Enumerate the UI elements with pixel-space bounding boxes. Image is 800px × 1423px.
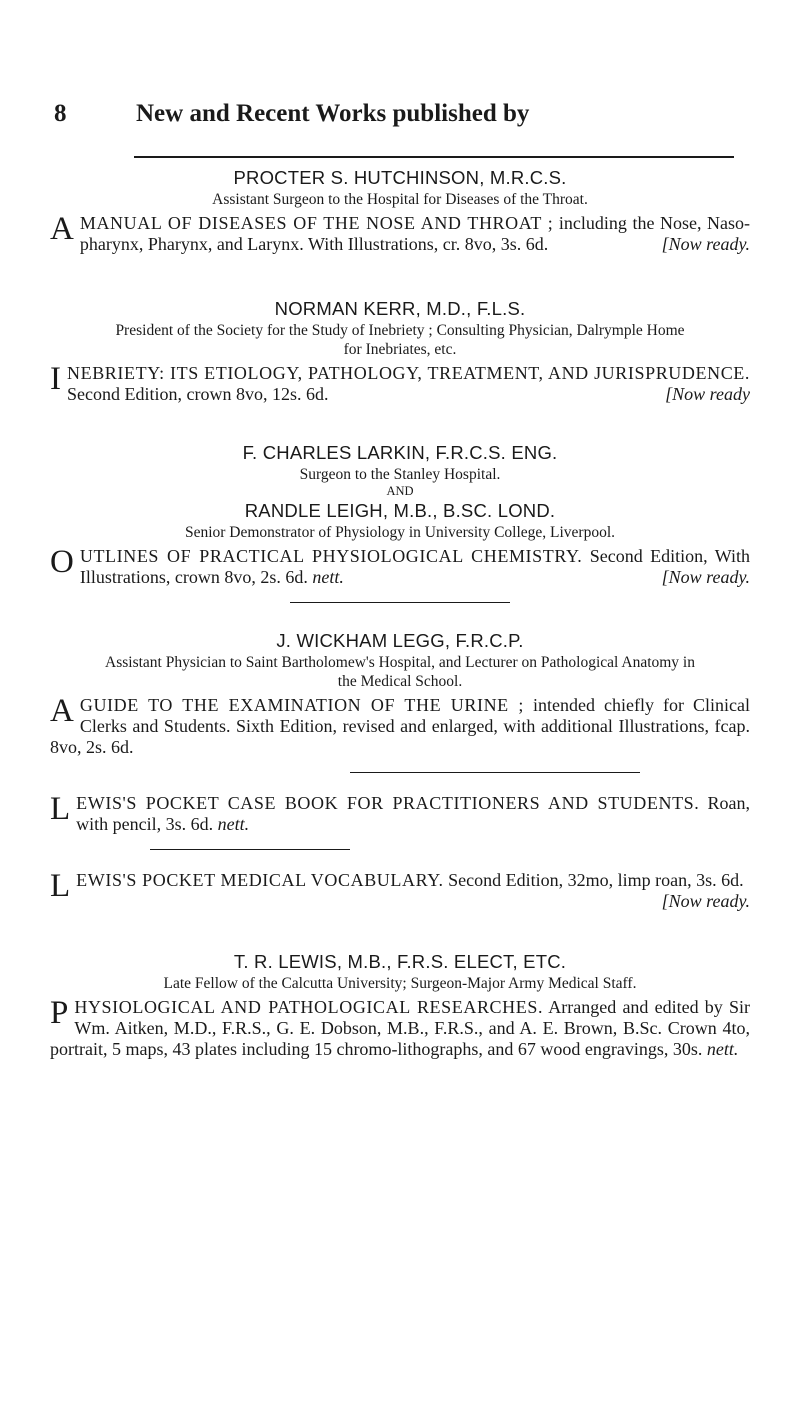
author-description: President of the Society for the Study of Inebriety ; Consulting Physician, Dalrymple Home for Inebriates, etc. (115, 322, 685, 358)
availability-status: [Now ready. (661, 567, 750, 587)
book-entry-physiological-researches (50, 950, 750, 1060)
page-number: 8 (54, 100, 67, 127)
book-description (50, 997, 750, 1060)
book-details: Second Edition, 32mo, limp roan, 3s. 6d. (443, 870, 744, 890)
book-description (50, 793, 750, 835)
book-title: EWIS'S POCKET MEDICAL VOCABULARY. (76, 870, 444, 890)
book-description (50, 868, 750, 911)
book-description (50, 546, 750, 588)
catalogue-listing (50, 166, 750, 1060)
book-entry-urine-guide (50, 629, 750, 773)
book-title: EWIS'S POCKET CASE BOOK FOR PRACTITIONERS AND STUDENTS. (76, 793, 700, 813)
book-details: Second Edition, With Illustrations, crown 8vo, 2s. 6d. (79, 546, 750, 587)
book-description (50, 363, 750, 405)
running-title: New and Recent Works published by (136, 100, 530, 127)
drop-cap: O (50, 544, 74, 580)
drop-cap: P (50, 995, 69, 1031)
author-name: J. WICKHAM LEGG, F.R.C.P. (276, 630, 524, 651)
book-details: intended chiefly for Clinical Clerks and Students. Sixth Edition, revised and enlarged, with additional Illustrations, fcap. 8vo, 2s. 6d. (50, 695, 750, 757)
drop-cap: L (50, 791, 71, 827)
conjunction: AND (386, 484, 414, 498)
author-description: Surgeon to the Stanley Hospital. (299, 466, 501, 483)
section-rule (350, 772, 640, 773)
co-author-description: Senior Demonstrator of Physiology in University College, Liverpool. (184, 524, 616, 541)
book-description (50, 695, 750, 758)
book-description (50, 213, 750, 255)
book-entry-physiological-chemistry (50, 441, 750, 603)
author-description: Assistant Physician to Saint Bartholomew's Hospital, and Lecturer on Pathological Anatomy in the Medical School. (105, 654, 695, 690)
nett-note: nett. (706, 1039, 739, 1059)
author-description: Late Fellow of the Calcutta University; Surgeon-Major Army Medical Staff. (163, 975, 637, 992)
book-title: MANUAL OF DISEASES OF THE NOSE AND THROAT ; (79, 213, 554, 233)
book-entry-medical-vocabulary (50, 870, 750, 912)
book-entry-nose-throat (50, 166, 750, 255)
section-rule (290, 602, 510, 603)
drop-cap: A (50, 693, 74, 729)
author-name: PROCTER S. HUTCHINSON, M.R.C.S. (233, 167, 567, 188)
book-title: UTLINES OF PRACTICAL PHYSIOLOGICAL CHEMISTRY. (79, 546, 583, 566)
book-entry-inebriety (50, 297, 750, 405)
book-details: Arranged and edited by Sir Wm. Aitken, M.D., F.R.S., G. E. Dobson, M.B., F.R.S., and A. E. Brown, B.Sc. Crown 4to, portrait, 5 maps, 43 plates including 15 chromo-lithographs, and 67 wood engravings, 30s. (50, 997, 751, 1059)
drop-cap: A (50, 211, 74, 247)
book-entry-pocket-case-book (50, 793, 750, 850)
co-author-name: RANDLE LEIGH, M.B., B.SC. LOND. (244, 500, 556, 521)
book-details: Second Edition, crown 8vo, 12s. 6d. (67, 384, 329, 404)
section-rule (150, 849, 350, 850)
header-rule (134, 156, 734, 158)
book-details: Roan, with pencil, 3s. 6d. (76, 793, 750, 834)
author-description: Assistant Surgeon to the Hospital for Diseases of the Throat. (212, 191, 588, 208)
running-header (50, 100, 750, 128)
author-name: F. CHARLES LARKIN, F.R.C.S. ENG. (242, 442, 558, 463)
availability-status: [Now ready (665, 384, 750, 404)
nett-note: nett. (217, 814, 250, 834)
drop-cap: L (50, 868, 71, 904)
book-details: including the Nose, Naso-pharynx, Pharynx, and Larynx. With Illustrations, cr. 8vo, 3s. 6d. (79, 213, 751, 254)
availability-status: [Now ready. (661, 891, 750, 911)
book-title: NEBRIETY: ITS ETIOLOGY, PATHOLOGY, TREATMENT, AND JURISPRUDENCE. (67, 363, 750, 383)
availability-status: [Now ready. (661, 234, 750, 254)
author-name: NORMAN KERR, M.D., F.L.S. (274, 298, 526, 319)
book-title: HYSIOLOGICAL AND PATHOLOGICAL RESEARCHES. (74, 997, 544, 1017)
author-name: T. R. LEWIS, M.B., F.R.S. ELECT, ETC. (233, 951, 567, 972)
book-title: GUIDE TO THE EXAMINATION OF THE URINE ; (79, 695, 524, 715)
nett-note: nett. (312, 567, 344, 587)
drop-cap: I (50, 361, 61, 397)
